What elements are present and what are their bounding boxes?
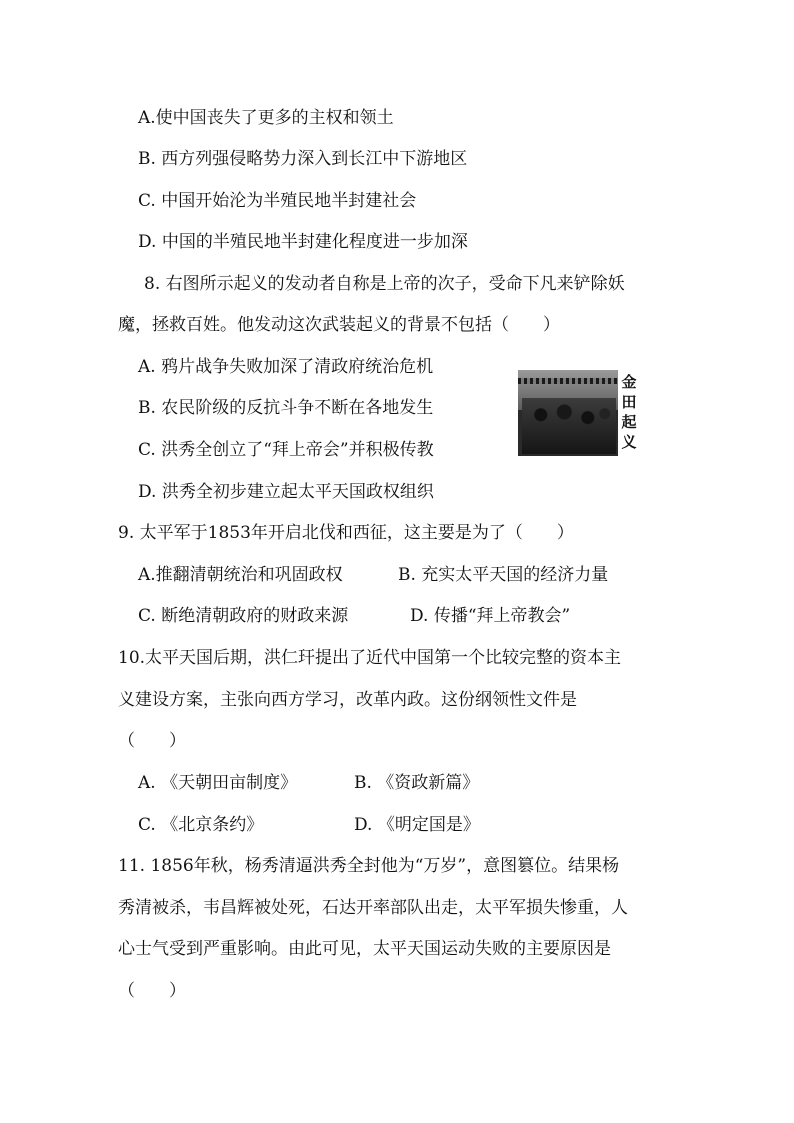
- q8-option-b: B. 农民阶级的反抗斗争不断在各地发生: [138, 398, 434, 418]
- q7-option-c: C. 中国开始沦为半殖民地半封建社会: [138, 191, 417, 211]
- q11-stem-line-2: 秀清被杀，韦昌辉被处死，石达开率部队出走，太平军损失惨重，人: [118, 898, 628, 918]
- q8-stem-line-2: 魔，拯救百姓。他发动这次武装起义的背景不包括（ ）: [118, 315, 560, 335]
- q11-stem-line-3: 心士气受到严重影响。由此可见，太平天国运动失败的主要原因是: [118, 939, 611, 959]
- q10-option-c: C. 《北京条约》: [138, 815, 264, 835]
- q10-option-b: B. 《资政新篇》: [354, 773, 480, 793]
- q10-option-d: D. 《明定国是》: [354, 815, 480, 835]
- q7-option-a: A.使中国丧失了更多的主权和领土: [138, 108, 394, 128]
- q8-option-a: A. 鸦片战争失败加深了清政府统治危机: [138, 357, 434, 377]
- q8-option-d: D. 洪秀全初步建立起太平天国政权组织: [138, 482, 434, 502]
- q7-option-d: D. 中国的半殖民地半封建化程度进一步加深: [138, 232, 468, 252]
- q10-stem-line-1: 10.太平天国后期，洪仁玕提出了近代中国第一个比较完整的资本主: [118, 648, 622, 668]
- q9-option-c: C. 断绝清朝政府的财政来源: [138, 606, 349, 626]
- q9-option-b: B. 充实太平天国的经济力量: [398, 565, 609, 585]
- image-roof: [518, 378, 618, 384]
- q7-option-b: B. 西方列强侵略势力深入到长江中下游地区: [138, 149, 468, 169]
- q10-stem-line-2: 义建设方案，主张向西方学习，改革内政。这份纲领性文件是: [118, 690, 577, 710]
- q8-stem-line-1: 8. 右图所示起义的发动者自称是上帝的次子，受命下凡来铲除妖: [144, 274, 625, 294]
- q9-option-d: D. 传播“拜上帝教会”: [410, 606, 571, 626]
- image-crowd: [522, 398, 616, 454]
- q8-option-c: C. 洪秀全创立了“拜上帝会”并积极传教: [138, 440, 434, 460]
- q10-option-a: A. 《天朝田亩制度》: [138, 773, 298, 793]
- image-caption: 金田起义: [621, 373, 637, 451]
- image-caption-box: [618, 370, 640, 456]
- q11-stem-line-1: 11. 1856年秋，杨秀清逼洪秀全封他为“万岁”，意图篡位。结果杨: [118, 856, 620, 876]
- q11-stem-line-4: （ ）: [118, 981, 186, 1001]
- q10-stem-line-3: （ ）: [118, 731, 186, 751]
- q9-stem: 9. 太平军于1853年开启北伐和西征，这主要是为了（ ）: [118, 523, 574, 543]
- jintian-uprising-image: [518, 370, 640, 456]
- q9-option-a: A.推翻清朝统治和巩固政权: [138, 565, 343, 585]
